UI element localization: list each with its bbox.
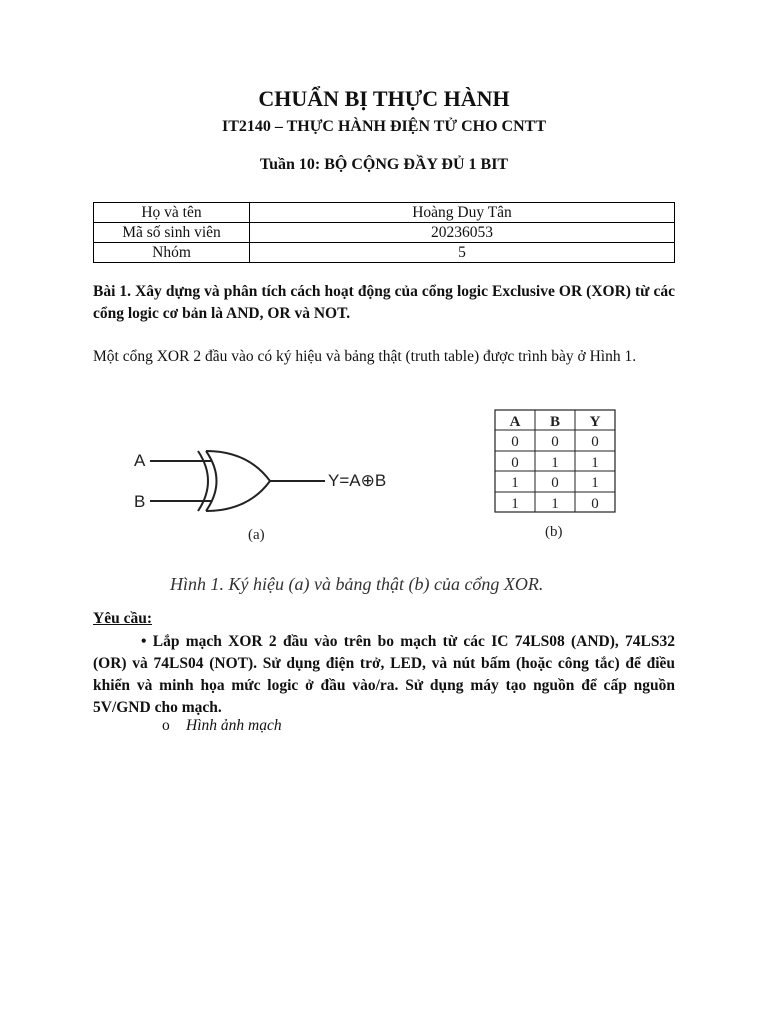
figure-caption: Hình 1. Ký hiệu (a) và bảng thật (b) của cổng XOR. (170, 574, 544, 594)
truth-table-cell: 1 (591, 455, 599, 471)
truth-table-cell: 1 (551, 496, 559, 512)
sub-item (162, 717, 282, 735)
output-label: Y=A⊕B (328, 471, 387, 490)
exercise-heading: Bài 1. Xây dựng và phân tích cách hoạt động của cổng logic Exclusive OR (XOR) từ các cổng logic cơ bản là AND, OR và NOT. (93, 283, 675, 322)
student-name-label: Họ và tên (94, 203, 250, 223)
truth-table-cell: 0 (511, 455, 519, 471)
course-title: IT2140 – THỰC HÀNH ĐIỆN TỬ CHO CNTT (221, 118, 547, 135)
truth-table-cell: 0 (511, 434, 519, 450)
page-title: CHUẨN BỊ THỰC HÀNH (258, 86, 510, 111)
student-id-label: Mã số sinh viên (94, 223, 250, 243)
exercise-intro: Một cổng XOR 2 đầu vào có ký hiệu và bảng thật (truth table) được trình bày ở Hình 1. (93, 348, 637, 365)
table-row (94, 223, 675, 243)
requirements-text: Lắp mạch XOR 2 đầu vào trên bo mạch từ các IC 74LS08 (AND), 74LS32 (OR) và 74LS04 (NOT). Sử dụng điện trở, LED, và nút bấm (hoặc công tắc) để điều khiển và minh họa mức logic ở đầu vào/ra. Sử dụng máy tạo nguồn để cấp nguồn 5V/GND cho mạch. (93, 633, 676, 716)
truth-table-cell: 0 (591, 496, 599, 512)
student-id-value: 20236053 (250, 223, 675, 243)
input-a-label: A (134, 451, 146, 470)
xor-figure (120, 395, 640, 600)
sub-item-marker: o (162, 717, 170, 734)
truth-table-header: Y (589, 414, 601, 430)
truth-table-cell: 0 (591, 434, 599, 450)
student-name-value: Hoàng Duy Tân (250, 203, 675, 223)
table-row (94, 243, 675, 263)
requirements-heading: Yêu cầu: (93, 610, 152, 627)
figure-label-b: (b) (545, 524, 563, 540)
xor-gate-symbol (150, 451, 325, 511)
truth-table-cell: 1 (591, 475, 599, 491)
truth-table-cell: 0 (551, 434, 559, 450)
requirements-body (93, 631, 675, 719)
student-info-table (93, 202, 675, 263)
truth-table-cell: 0 (551, 475, 559, 491)
group-label: Nhóm (94, 243, 250, 263)
figure-label-a: (a) (248, 527, 265, 543)
sub-item-text: Hình ảnh mạch (186, 717, 282, 734)
table-row (94, 203, 675, 223)
truth-table-cell: 1 (551, 455, 559, 471)
truth-table-header: B (549, 414, 561, 430)
input-b-label: B (134, 492, 146, 511)
group-value: 5 (250, 243, 675, 263)
week-title: Tuần 10: BỘ CỘNG ĐẦY ĐỦ 1 BIT (259, 156, 509, 173)
truth-table-header: A (509, 414, 521, 430)
truth-table-cell: 1 (511, 496, 519, 512)
truth-table-cell: 1 (511, 475, 519, 491)
bullet-marker: • (141, 633, 147, 650)
truth-table (495, 410, 615, 512)
